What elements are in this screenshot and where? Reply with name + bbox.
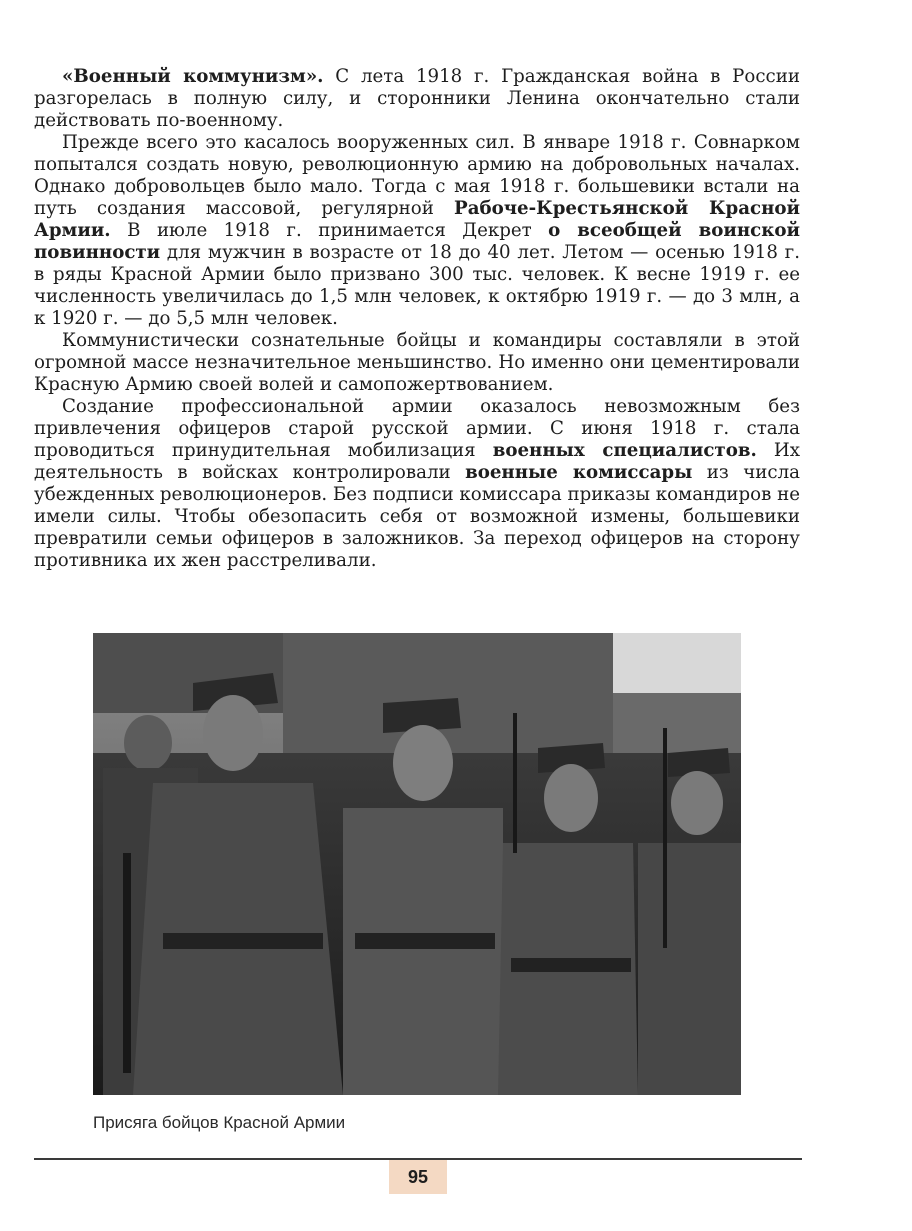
- photo-red-army-oath: [93, 633, 741, 1095]
- bold-term: военные комиссары: [465, 462, 693, 483]
- text-run: Коммунистически сознательные бойцы и командиры составляли в этой огромной массе незначительное меньшинство. Но именно они цементировали Красную Армию своей волей и самопожертвованием.: [34, 330, 800, 395]
- paragraph: [34, 330, 800, 396]
- bold-term: Рабоче-Крестьянской Красной Армии.: [34, 198, 800, 241]
- text-run: для мужчин в возрасте от 18 до 40 лет. Летом — осенью 1918 г. в ряды Красной Армии было призвано 300 тыс. человек. К весне 1919 г. ее численность увеличилась до 1,5 млн человек, к октябрю 1919 г. — до 3 млн, а к 1920 г. — до 5,5 млн человек.: [34, 242, 800, 329]
- photo-caption: Присяга бойцов Красной Армии: [93, 1113, 346, 1132]
- text-run: Прежде всего это касалось вооруженных сил. В январе 1918 г. Совнарком попытался создать новую, революционную армию на добровольных началах. Однако добровольцев было мало. Тогда с мая 1918 г. большевики встали на путь создания массовой, регулярной: [34, 132, 800, 219]
- paragraph: [34, 396, 800, 572]
- paragraph: [34, 132, 800, 330]
- text-run: Их деятельность в войсках контролировали: [34, 440, 801, 483]
- text-run: С лета 1918 г. Гражданская война в России разгорелась в полную силу, и сторонники Ленина окончательно стали действовать по-военному.: [34, 66, 800, 131]
- paragraph: [34, 66, 800, 132]
- page-number: 95: [389, 1160, 447, 1194]
- main-text: [34, 66, 800, 572]
- text-run: Создание профессиональной армии оказалось невозможным без привлечения офицеров старой русской армии. С июня 1918 г. стала проводиться принудительная мобилизация: [34, 396, 800, 461]
- text-run: из числа убежденных революционеров. Без подписи комиссара приказы командиров не имели силы. Чтобы обезопасить себя от возможной измены, большевики превратили семьи офицеров в заложников. За переход офицеров на сторону противника их жен расстреливали.: [34, 462, 800, 571]
- bold-term: о всеобщей воинской повинности: [34, 220, 800, 263]
- photo-image: [93, 633, 741, 1095]
- text-run: В июле 1918 г. принимается Декрет: [110, 220, 549, 241]
- bold-term: военных специалистов.: [492, 440, 757, 461]
- bold-term: «Военный коммунизм».: [62, 66, 324, 87]
